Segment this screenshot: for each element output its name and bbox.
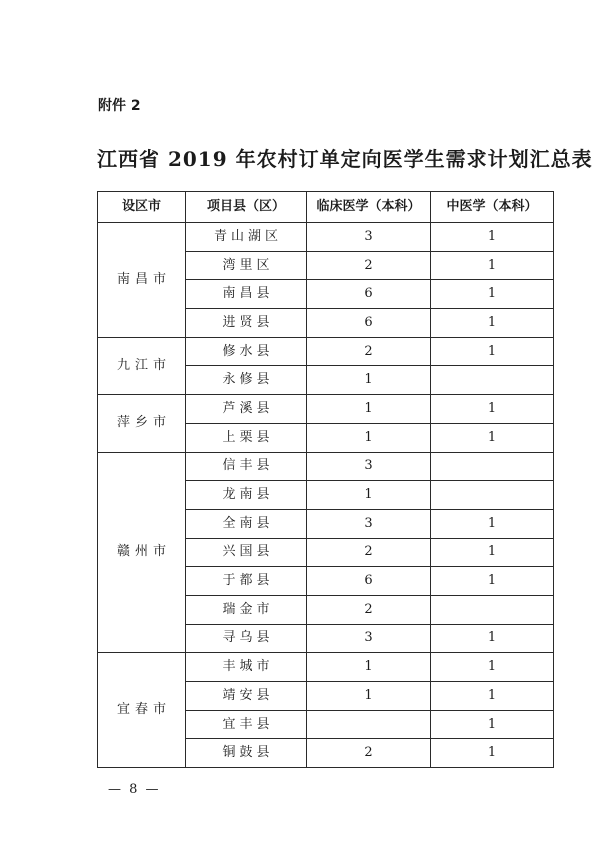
tcm-count-cell: 1: [431, 337, 554, 366]
county-cell: 全南县: [186, 509, 307, 538]
clinical-count-cell: 1: [307, 481, 431, 510]
table-row: [98, 337, 554, 366]
clinical-count-cell: 3: [307, 509, 431, 538]
table-header: [98, 192, 554, 223]
county-cell: 宜丰县: [186, 710, 307, 739]
city-cell: 九江市: [98, 337, 186, 394]
city-cell: 赣州市: [98, 452, 186, 653]
clinical-count-cell: 1: [307, 366, 431, 395]
tcm-count-cell: [431, 366, 554, 395]
clinical-count-cell: [307, 710, 431, 739]
clinical-count-cell: 2: [307, 538, 431, 567]
county-cell: 于都县: [186, 567, 307, 596]
county-cell: 湾里区: [186, 251, 307, 280]
county-cell: 丰城市: [186, 653, 307, 682]
table-row: [98, 653, 554, 682]
header-city: 设区市: [98, 192, 186, 223]
city-cell: 萍乡市: [98, 395, 186, 452]
tcm-count-cell: 1: [431, 280, 554, 309]
tcm-count-cell: 1: [431, 395, 554, 424]
county-cell: 瑞金市: [186, 595, 307, 624]
tcm-count-cell: 1: [431, 251, 554, 280]
tcm-count-cell: 1: [431, 653, 554, 682]
county-cell: 信丰县: [186, 452, 307, 481]
table-header-row: [98, 192, 554, 223]
tcm-count-cell: 1: [431, 739, 554, 768]
county-cell: 进贤县: [186, 309, 307, 338]
county-cell: 永修县: [186, 366, 307, 395]
table-body: [98, 223, 554, 768]
header-clinical-medicine: 临床医学（本科）: [307, 192, 431, 223]
county-cell: 兴国县: [186, 538, 307, 567]
tcm-count-cell: 1: [431, 567, 554, 596]
tcm-count-cell: [431, 595, 554, 624]
clinical-count-cell: 2: [307, 251, 431, 280]
county-cell: 龙南县: [186, 481, 307, 510]
tcm-count-cell: 1: [431, 423, 554, 452]
tcm-count-cell: 1: [431, 509, 554, 538]
tcm-count-cell: 1: [431, 309, 554, 338]
county-cell: 寻乌县: [186, 624, 307, 653]
tcm-count-cell: [431, 481, 554, 510]
county-cell: 芦溪县: [186, 395, 307, 424]
header-tcm: 中医学（本科）: [431, 192, 554, 223]
tcm-count-cell: 1: [431, 710, 554, 739]
clinical-count-cell: 1: [307, 653, 431, 682]
clinical-count-cell: 3: [307, 223, 431, 252]
tcm-count-cell: [431, 452, 554, 481]
clinical-count-cell: 3: [307, 452, 431, 481]
tcm-count-cell: 1: [431, 624, 554, 653]
clinical-count-cell: 1: [307, 682, 431, 711]
county-cell: 靖安县: [186, 682, 307, 711]
tcm-count-cell: 1: [431, 223, 554, 252]
city-cell: 南昌市: [98, 223, 186, 338]
document-title: 江西省 2019 年农村订单定向医学生需求计划汇总表: [97, 147, 593, 171]
clinical-count-cell: 1: [307, 395, 431, 424]
plan-summary-table: [97, 191, 554, 768]
clinical-count-cell: 2: [307, 337, 431, 366]
clinical-count-cell: 2: [307, 595, 431, 624]
clinical-count-cell: 3: [307, 624, 431, 653]
clinical-count-cell: 6: [307, 280, 431, 309]
table-row: [98, 452, 554, 481]
header-county: 项目县（区）: [186, 192, 307, 223]
clinical-count-cell: 6: [307, 309, 431, 338]
city-cell: 宜春市: [98, 653, 186, 768]
county-cell: 青山湖区: [186, 223, 307, 252]
county-cell: 铜鼓县: [186, 739, 307, 768]
table-row: [98, 223, 554, 252]
attachment-label: 附件 2: [98, 98, 141, 114]
page-number: — 8 —: [108, 782, 161, 797]
county-cell: 上栗县: [186, 423, 307, 452]
county-cell: 南昌县: [186, 280, 307, 309]
county-cell: 修水县: [186, 337, 307, 366]
clinical-count-cell: 6: [307, 567, 431, 596]
tcm-count-cell: 1: [431, 682, 554, 711]
clinical-count-cell: 1: [307, 423, 431, 452]
tcm-count-cell: 1: [431, 538, 554, 567]
clinical-count-cell: 2: [307, 739, 431, 768]
table-row: [98, 395, 554, 424]
